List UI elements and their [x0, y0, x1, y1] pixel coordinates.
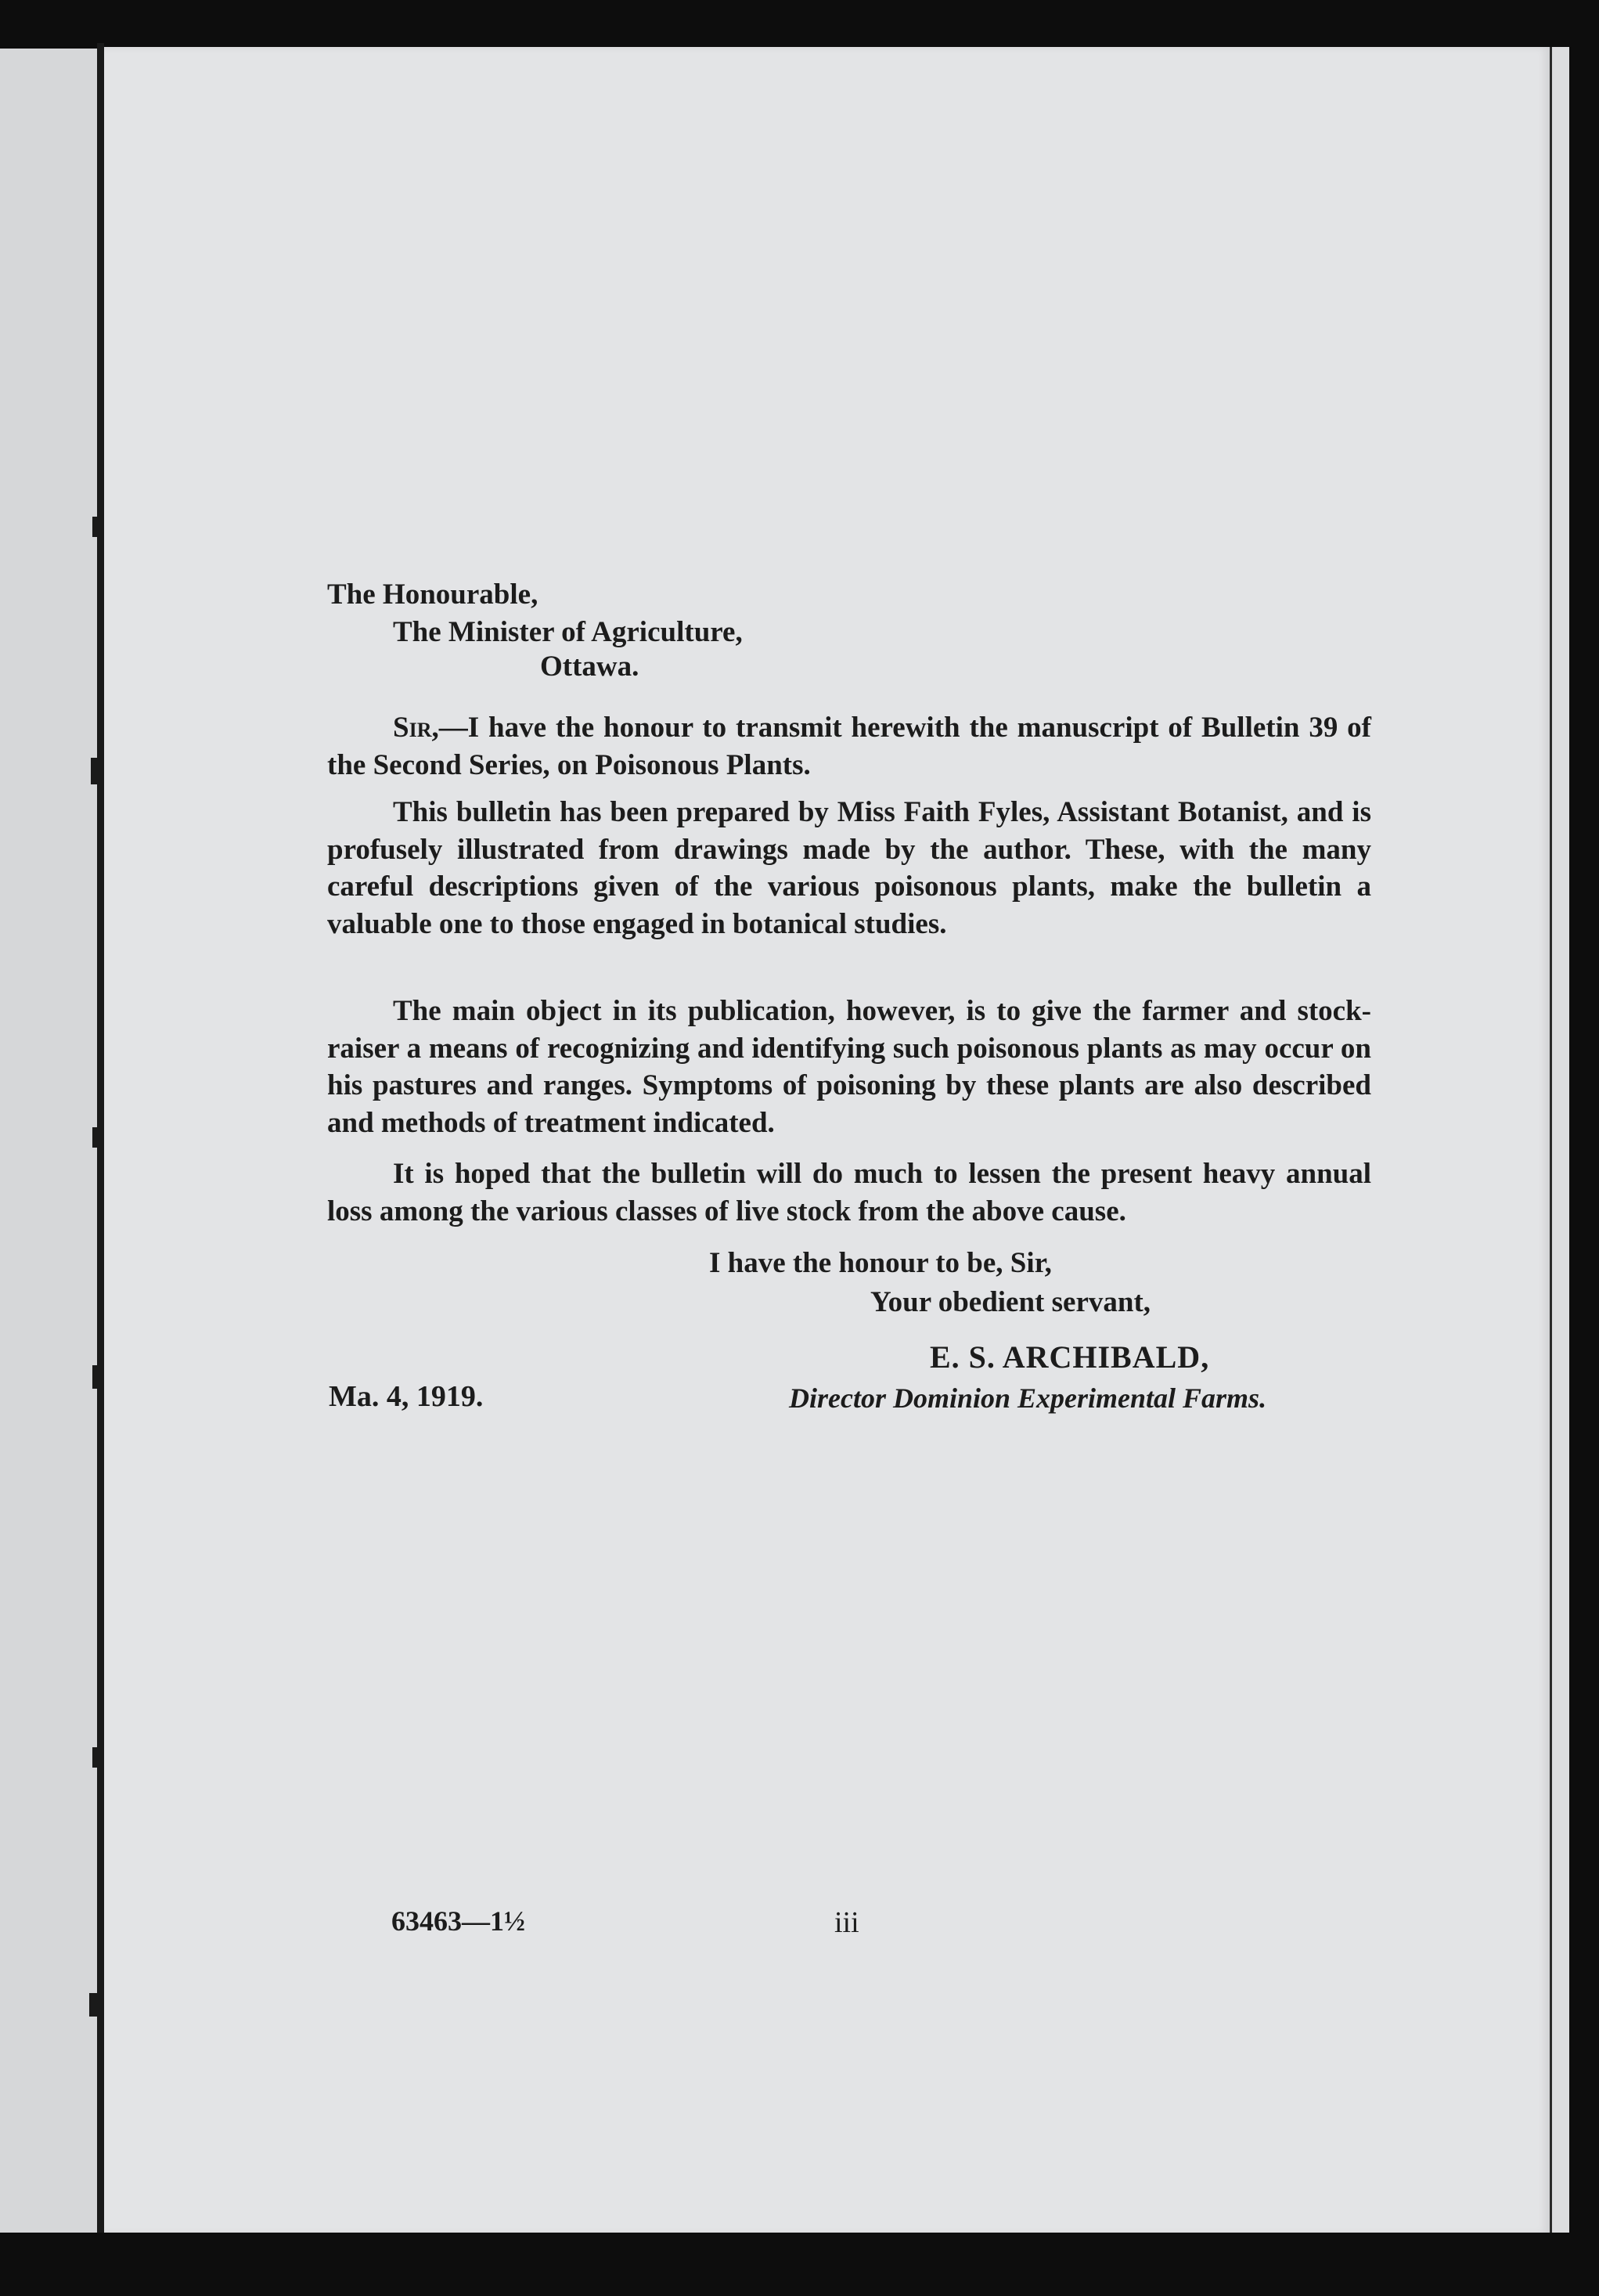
page-number: iii — [834, 1906, 859, 1939]
signatory-name: E. S. ARCHIBALD, — [930, 1339, 1210, 1375]
recipient-city: Ottawa. — [540, 651, 639, 683]
closing-line-1: I have the honour to be, Sir, — [709, 1247, 1052, 1279]
closing-line-2: Your obedient servant, — [870, 1286, 1151, 1318]
binding-mark — [91, 758, 102, 784]
salutation: Sir, — [393, 712, 439, 744]
recipient-title: The Minister of Agriculture, — [393, 616, 743, 648]
signatory-title: Director Dominion Experimental Farms. — [789, 1382, 1267, 1414]
binding-mark — [92, 1747, 102, 1768]
scan-bottom-border — [0, 2233, 1599, 2296]
recipient-honorific: The Honourable, — [327, 579, 538, 611]
letter-paragraph-1 — [327, 709, 1371, 784]
print-code: 63463—1½ — [391, 1905, 525, 1937]
previous-page-edge — [0, 49, 100, 2233]
letter-paragraph-3: The main object in its publication, however, is to give the farmer and stock-raiser a means of recognizing and identifying such poisonous plants as may occur on his pastures and ranges. Symptoms of poisoning by these plants are also described and methods of treatment indicated. — [327, 995, 1371, 1139]
paragraph-1-text: —I have the honour to transmit herewith the manuscript of Bulletin 39 of the Second Series, on Poisonous Plants. — [327, 712, 1371, 781]
binding-mark — [92, 1365, 102, 1389]
page-right-edge — [1550, 47, 1569, 2239]
letter-paragraph-2: This bulletin has been prepared by Miss Faith Fyles, Assistant Botanist, and is profusely illustrated from drawings made by the author. These, with the many careful descriptions given of the various poisonous plants, make the bulletin a valuable one to those engaged in botanical studies. — [327, 796, 1371, 940]
letter-paragraph-4: It is hoped that the bulletin will do much to lessen the present heavy annual loss among the various classes of live stock from the above cause. — [327, 1158, 1371, 1227]
binding-mark — [92, 517, 102, 537]
binding-mark — [89, 1993, 102, 2017]
letter-date: Ma. 4, 1919. — [329, 1380, 484, 1413]
binding-mark — [92, 1127, 102, 1148]
